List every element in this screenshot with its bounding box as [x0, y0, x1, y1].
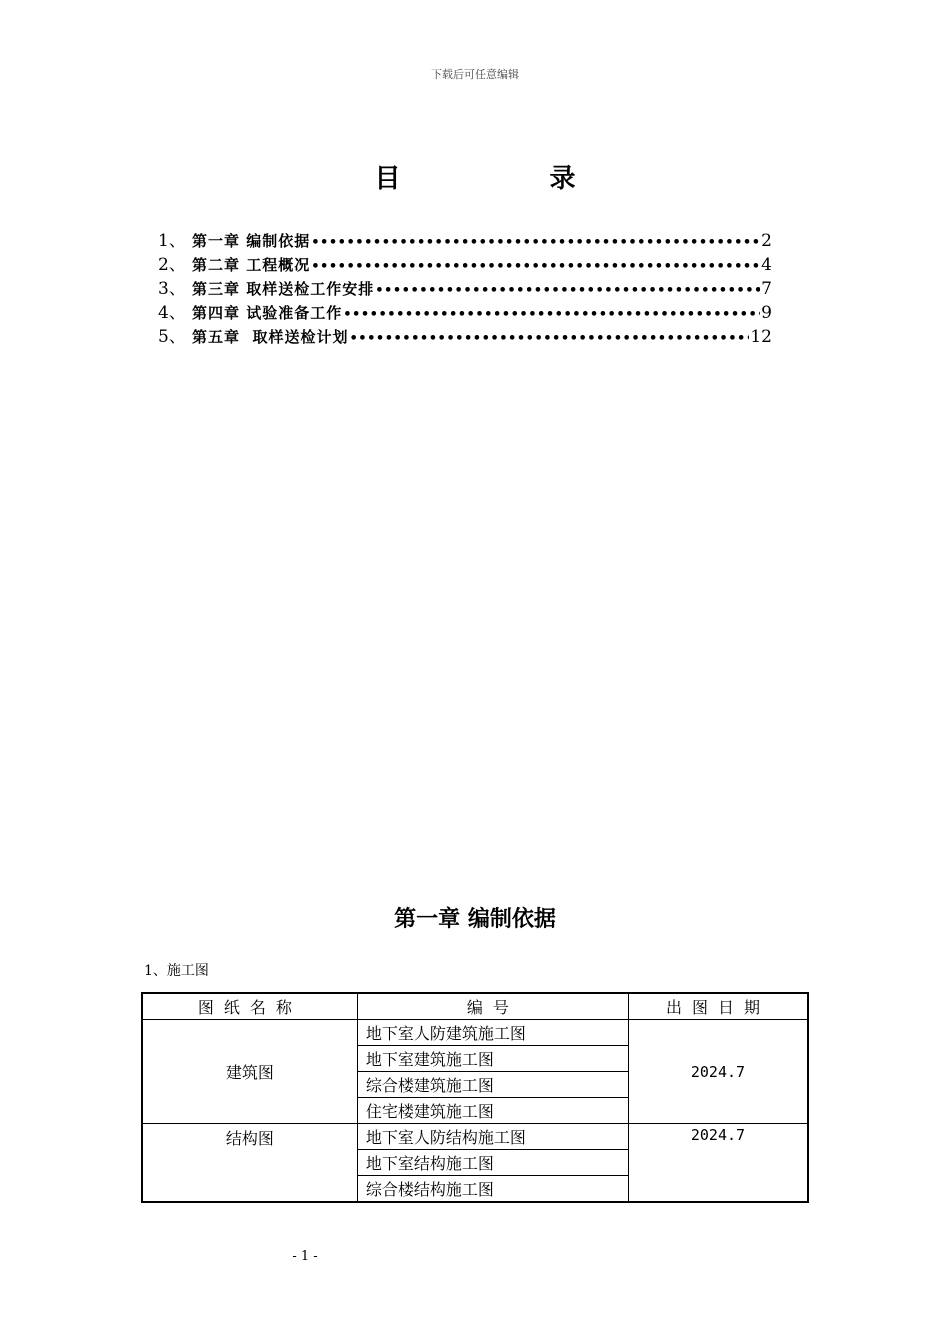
page-number: - 1 - [292, 1249, 318, 1264]
toc-entry-text: 第二章 工程概况 [192, 256, 311, 274]
drawing-item: 地下室建筑施工图 [357, 1046, 628, 1072]
drawing-item: 地下室人防建筑施工图 [357, 1020, 628, 1046]
drawing-item: 综合楼结构施工图 [357, 1176, 628, 1203]
toc-entry[interactable] [158, 322, 772, 346]
toc-entry[interactable] [158, 298, 772, 322]
drawing-item: 地下室结构施工图 [357, 1150, 628, 1176]
header-number: 编号 [357, 993, 628, 1020]
toc-entry-text: 第五章 取样送检计划 [192, 328, 349, 346]
toc-entry-page: 4 [761, 255, 772, 275]
toc-entry-number: 2、 [158, 255, 186, 275]
toc-entry-number: 5、 [158, 327, 186, 347]
group-name: 建筑图 [142, 1020, 357, 1124]
table-row [142, 1124, 808, 1150]
toc-entry-text: 第一章 编制依据 [192, 232, 311, 250]
toc-leader-dots [375, 283, 760, 298]
toc-entry-text: 第四章 试验准备工作 [192, 304, 343, 322]
toc-entry-page: 2 [761, 231, 772, 251]
group-date: 2024.7 [628, 1020, 808, 1124]
header-issue-date: 出图日期 [628, 993, 808, 1020]
table-of-contents [158, 226, 772, 346]
toc-entry[interactable] [158, 250, 772, 274]
section-label: 1、施工图 [144, 963, 209, 979]
toc-entry[interactable] [158, 274, 772, 298]
toc-entry-page: 9 [761, 303, 772, 323]
toc-title: 目 录 [374, 164, 646, 194]
toc-entry-number: 1、 [158, 231, 186, 251]
toc-leader-dots [343, 307, 760, 322]
toc-entry-number: 3、 [158, 279, 186, 299]
toc-leader-dots [349, 331, 749, 346]
header-drawing-name: 图纸名称 [142, 993, 357, 1020]
drawing-item: 地下室人防结构施工图 [357, 1124, 628, 1150]
toc-entry-page: 12 [750, 327, 772, 347]
table-header-row [142, 993, 808, 1020]
toc-entry-page: 7 [761, 279, 772, 299]
toc-entry[interactable] [158, 226, 772, 250]
toc-entry-text: 第三章 取样送检工作安排 [192, 280, 375, 298]
toc-leader-dots [311, 259, 760, 274]
chapter-title: 第一章 编制依据 [394, 907, 556, 932]
drawing-item: 住宅楼建筑施工图 [357, 1098, 628, 1124]
drawings-table [141, 992, 809, 1203]
header-note: 下载后可任意编辑 [431, 68, 519, 81]
toc-entry-number: 4、 [158, 303, 186, 323]
group-name: 结构图 [142, 1124, 357, 1203]
group-date: 2024.7 [628, 1124, 808, 1203]
drawing-item: 综合楼建筑施工图 [357, 1072, 628, 1098]
toc-leader-dots [311, 235, 760, 250]
table-row [142, 1020, 808, 1046]
